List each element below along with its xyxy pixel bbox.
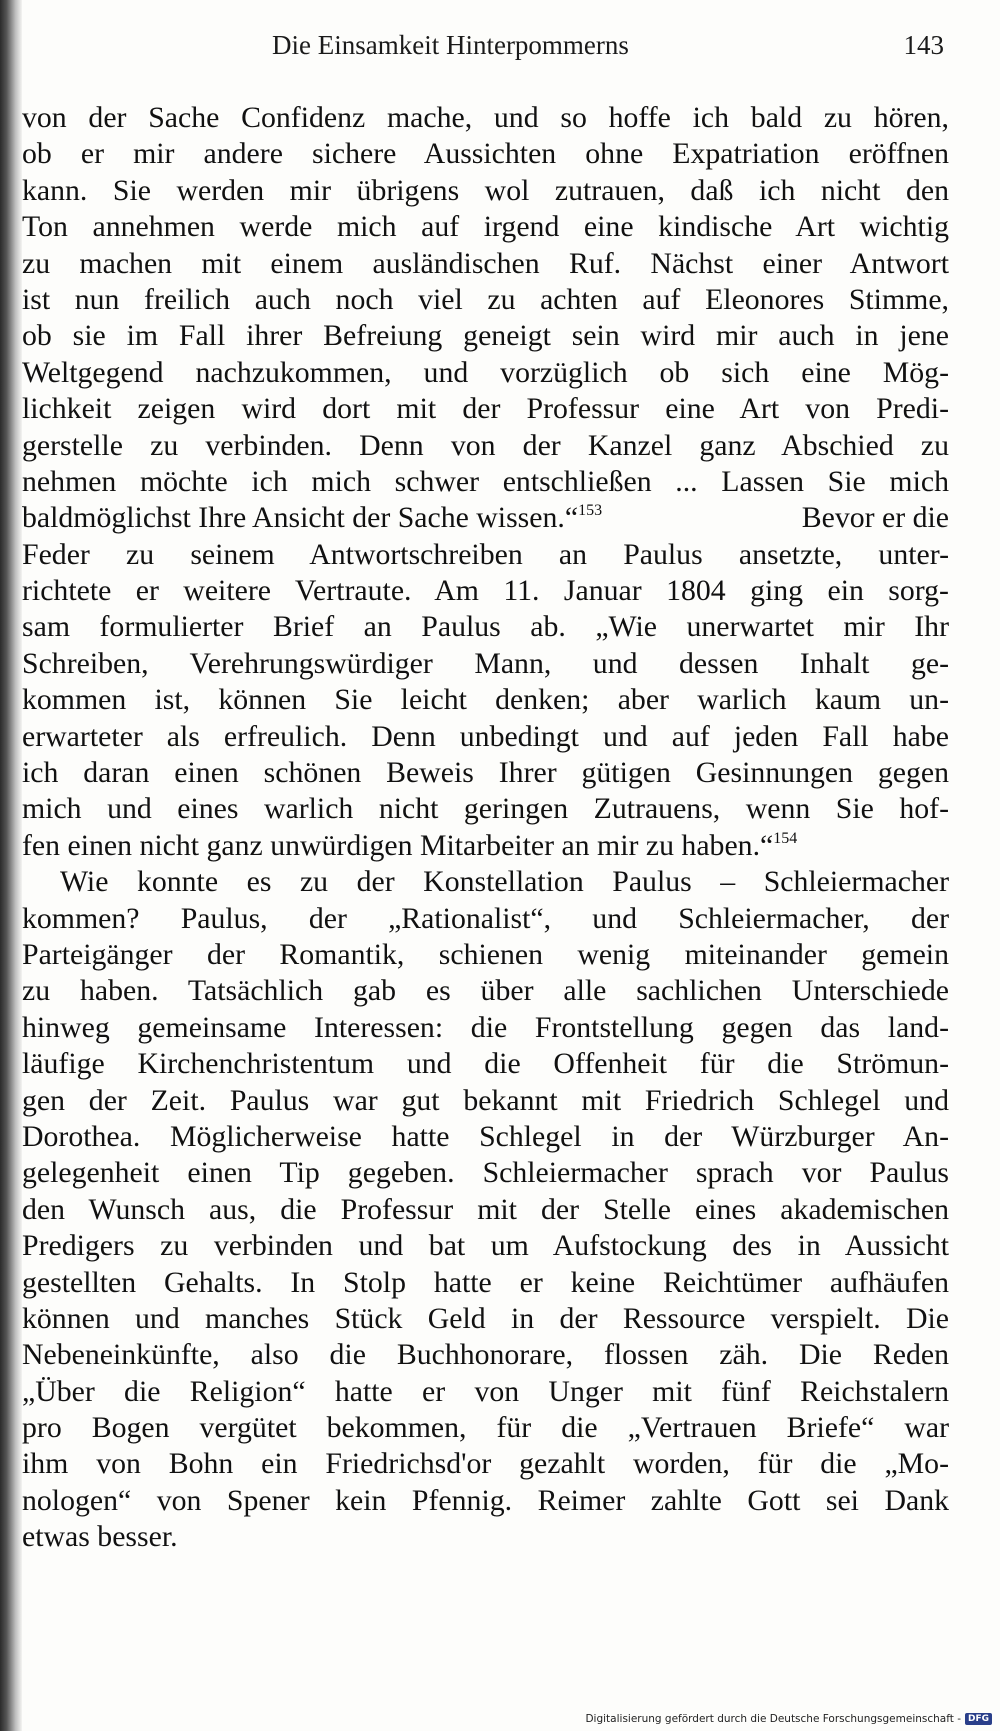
text-line: hinweg gemeinsame Interessen: die Frontstellung gegen das land- [22, 1010, 949, 1044]
text-line: Parteigänger der Romantik, schienen wenig miteinander gemein [22, 937, 949, 971]
page-number: 143 [903, 30, 944, 60]
text-line: ich daran einen schönen Beweis Ihrer gütigen Gesinnungen gegen [22, 756, 949, 790]
paragraph-first-line: Wie konnte es zu der Konstellation Paulus – Schleiermacher [60, 865, 949, 899]
text-line: pro Bogen vergütet bekommen, für die „Vertrauen Briefe“ war [22, 1411, 949, 1445]
text-line: zu machen mit einem ausländischen Ruf. Nächst einer Antwort [22, 246, 949, 280]
text-line: den Wunsch aus, die Professur mit der Stelle eines akademischen [22, 1192, 949, 1226]
text-line: gelegenheit einen Tip gegeben. Schleiermacher sprach vor Paulus [22, 1156, 949, 1190]
text-line: zu haben. Tatsächlich gab es über alle sachlichen Unterschiede [22, 974, 949, 1008]
text-line-with-footnote [22, 828, 949, 864]
text-segment-before: baldmöglichst Ihre Ansicht der Sache wissen.“ [22, 501, 579, 535]
running-head: Die Einsamkeit Hinterpommerns [272, 30, 629, 60]
text-line: nehmen möchte ich mich schwer entschließen ... Lassen Sie mich [22, 464, 949, 498]
paragraph-last-line: etwas besser. [22, 1520, 178, 1554]
text-line: mich und eines warlich nicht geringen Zutrauens, wenn Sie hof- [22, 792, 949, 826]
text-line: erwarteter als erfreulich. Denn unbedingt und auf jeden Fall habe [22, 719, 949, 753]
text-segment-before: fen einen nicht ganz unwürdigen Mitarbeiter an mir zu haben.“ [22, 828, 774, 862]
text-line: ob sie im Fall ihrer Befreiung geneigt sein wird mir auch in jene [22, 319, 949, 353]
text-line: gestellten Gehalts. In Stolp hatte er keine Reichtümer aufhäufen [22, 1265, 949, 1299]
text-line: ist nun freilich auch noch viel zu achten auf Eleonores Stimme, [22, 282, 949, 316]
text-line: kommen? Paulus, der „Rationalist“, und Schleiermacher, der [22, 901, 949, 935]
body-text [22, 100, 949, 1556]
dfg-logo: DFG [965, 1713, 992, 1725]
text-line: richtete er weitere Vertraute. Am 11. Januar 1804 ging ein sorg- [22, 574, 949, 608]
text-line: Feder zu seinem Antwortschreiben an Paulus ansetzte, unter- [22, 537, 949, 571]
text-line: Dorothea. Möglicherweise hatte Schlegel in der Würzburger An- [22, 1119, 949, 1153]
text-line: läufige Kirchenchristentum und die Offenheit für die Strömun- [22, 1047, 949, 1081]
footnote-ref-154: 154 [773, 829, 798, 847]
text-line: lichkeit zeigen wird dort mit der Professur eine Art von Predi- [22, 392, 949, 426]
text-line: Ton annehmen werde mich auf irgend eine kindische Art wichtig [22, 210, 949, 244]
text-line: sam formulierter Brief an Paulus ab. „Wie unerwartet mir Ihr [22, 610, 949, 644]
text-line: nologen“ von Spener kein Pfennig. Reimer zahlte Gott sei Dank [22, 1483, 949, 1517]
credit-text: Digitalisierung gefördert durch die Deutsche Forschungsgemeinschaft - [585, 1713, 961, 1725]
text-line: können und manches Stück Geld in der Ressource verspielt. Die [22, 1301, 949, 1335]
text-line: Predigers zu verbinden und bat um Aufstockung des in Aussicht [22, 1229, 949, 1263]
text-segment [22, 500, 602, 536]
text-line: „Über die Religion“ hatte er von Unger mit fünf Reichstalern [22, 1374, 949, 1408]
text-line: gen der Zeit. Paulus war gut bekannt mit Friedrich Schlegel und [22, 1083, 949, 1117]
page-header [22, 30, 944, 70]
text-line: kommen ist, können Sie leicht denken; aber warlich kaum un- [22, 683, 949, 717]
text-segment-after: Bevor er die [801, 501, 949, 535]
text-line: gerstelle zu verbinden. Denn von der Kanzel ganz Abschied zu [22, 428, 949, 462]
text-line: Schreiben, Verehrungswürdiger Mann, und dessen Inhalt ge- [22, 646, 949, 680]
text-line: ob er mir andere sichere Aussichten ohne Expatriation eröffnen [22, 137, 949, 171]
text-line: Nebeneinkünfte, also die Buchhonorare, flossen zäh. Die Reden [22, 1338, 949, 1372]
text-line: Weltgegend nachzukommen, und vorzüglich ob sich eine Mög- [22, 355, 949, 389]
text-line: ihm von Bohn ein Friedrichsd'or gezahlt worden, für die „Mo- [22, 1447, 949, 1481]
text-line: von der Sache Confidenz mache, und so hoffe ich bald zu hören, [22, 101, 949, 134]
digitization-credit [585, 1713, 992, 1725]
footnote-ref-153: 153 [578, 502, 603, 520]
text-line-with-footnote [22, 500, 949, 536]
text-line: kann. Sie werden mir übrigens wol zutrauen, daß ich nicht den [22, 173, 949, 207]
book-binding-edge [0, 0, 22, 1731]
